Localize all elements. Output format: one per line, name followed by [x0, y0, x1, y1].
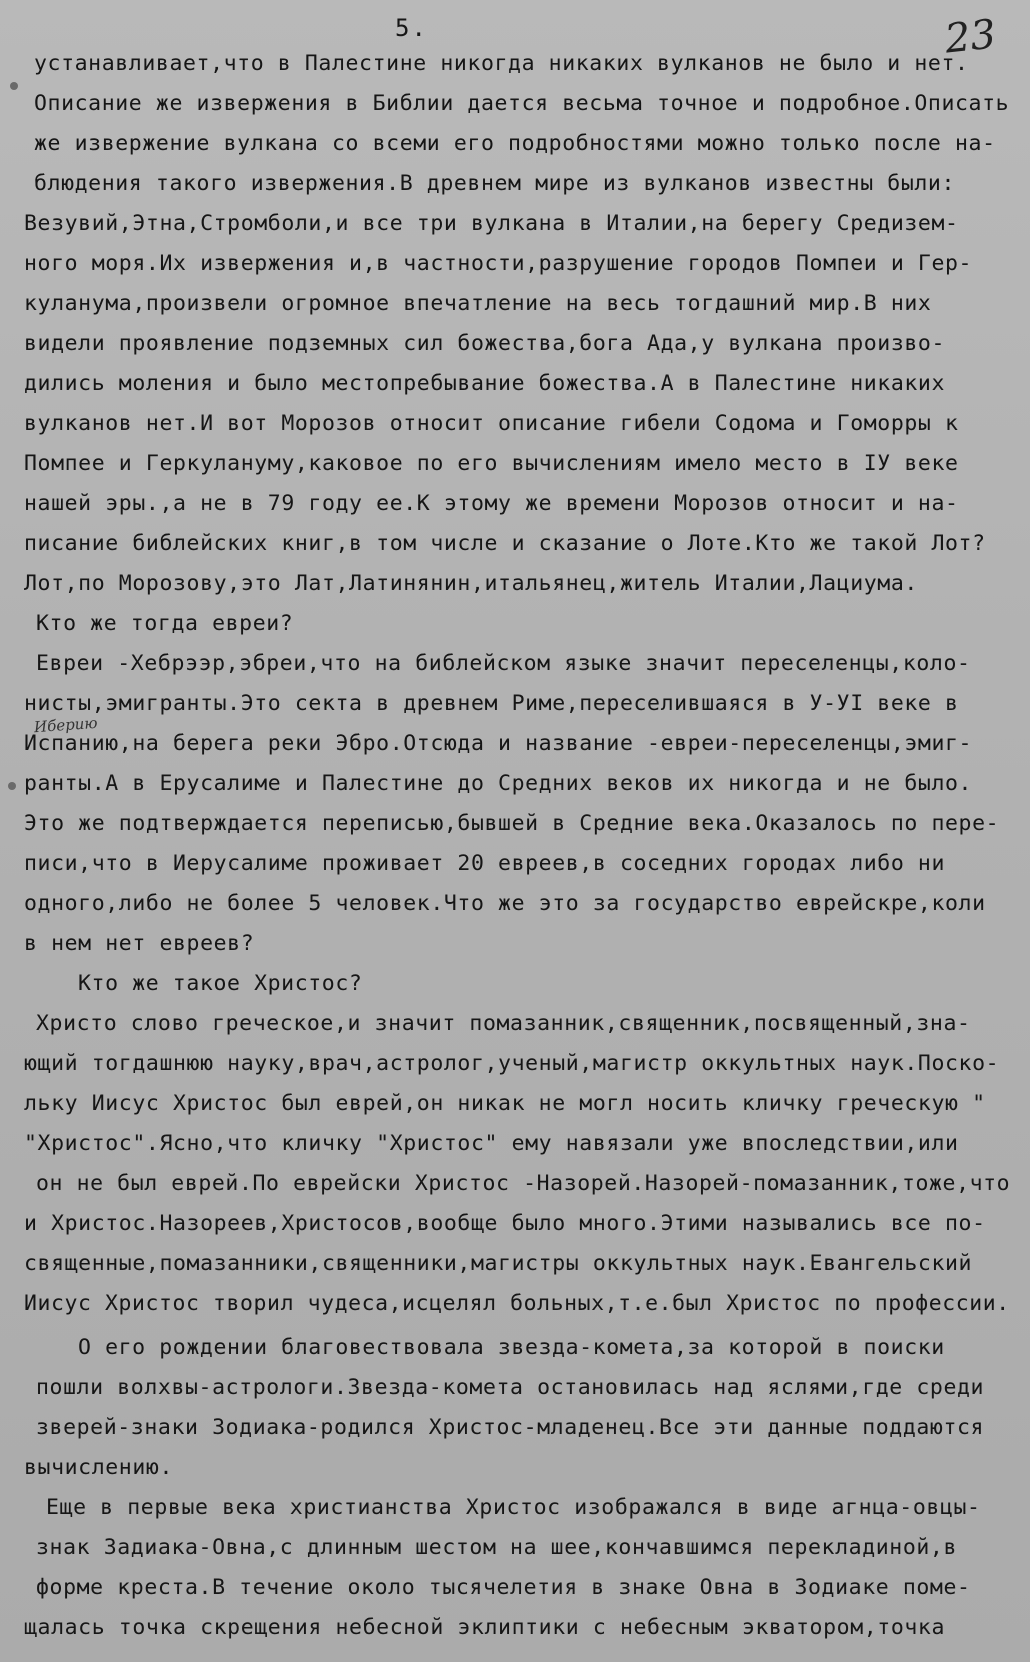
text-line: нашей эры.,а не в 79 году ее.К этому же времени Морозов относит и на-: [24, 491, 959, 516]
archive-folio-number: 23: [942, 11, 999, 63]
text-line: Евреи -Хебрээр,эбреи,что на библейском языке значит переселенцы,коло-: [36, 651, 971, 676]
text-line: Кто же тогда евреи?: [36, 611, 294, 636]
text-line: Иисус Христос творил чудеса,исцелял больных,т.е.был Христос по профессии.: [24, 1291, 1010, 1316]
text-line: писи,что в Иерусалиме проживает 20 евреев,в соседних городах либо ни: [24, 851, 945, 876]
text-line: устанавливает,что в Палестине никогда никаких вулканов не было и нет.: [34, 51, 969, 76]
text-line: вулканов нет.И вот Морозов относит описание гибели Содома и Гоморры к: [24, 411, 959, 436]
text-line: и Христос.Назореев,Христосов,вообще было много.Этими назывались все по-: [24, 1211, 986, 1236]
text-line: вычислению.: [24, 1455, 173, 1480]
text-line: льку Иисус Христос был еврей,он никак не могл носить кличку греческую ": [24, 1091, 986, 1116]
text-line: Испанию,на берега реки Эбро.Отсюда и название -евреи-переселенцы,эмиг-: [24, 731, 973, 756]
text-line: щалась точка скрещения небесной эклиптики с небесным экватором,точка: [24, 1615, 945, 1640]
text-line: Кто же такое Христос?: [78, 971, 363, 996]
text-line: Везувий,Этна,Стромболи,и все три вулкана в Италии,на берегу Средизем-: [24, 211, 959, 236]
text-line: куланума,произвели огромное впечатление на весь тогдашний мир.В них: [24, 291, 932, 316]
text-line: одного,либо не более 5 человек.Что же это за государство еврейскре,коли: [24, 891, 986, 916]
text-line: Еще в первые века христианства Христос изображался в виде агнца-овцы-: [46, 1495, 981, 1520]
text-line: Лот,по Морозову,это Лат,Латинянин,итальянец,житель Италии,Лациума.: [24, 571, 918, 596]
text-line: О его рождении благовествовала звезда-комета,за которой в поиски: [78, 1335, 945, 1360]
text-line: ранты.А в Ерусалиме и Палестине до Средних веков их никогда и не было.: [24, 771, 973, 796]
text-line: форме креста.В течение около тысячелетия в знаке Овна в Зодиаке поме-: [36, 1575, 971, 1600]
text-line: Христо слово греческое,и значит помазанник,священник,посвященный,зна-: [36, 1011, 971, 1036]
text-line: же извержение вулкана со всеми его подробностями можно только после на-: [34, 131, 996, 156]
text-line: видели проявление подземных сил божества,бога Ада,у вулкана произво-: [24, 331, 945, 356]
text-line: пошли волхвы-астрологи.Звезда-комета остановилась над яслями,где среди: [36, 1375, 985, 1400]
punch-hole-mark: [8, 782, 16, 790]
text-line: "Христос".Ясно,что кличку "Христос" ему навязали уже впоследствии,или: [24, 1131, 959, 1156]
text-line: Описание же извержения в Библии дается весьма точное и подробное.Описать: [34, 91, 1010, 116]
text-line: Помпее и Геркулануму,каковое по его вычислениям имело место в IУ веке: [24, 451, 959, 476]
text-line: ного моря.Их извержения и,в частности,разрушение городов Помпеи и Гер-: [24, 251, 973, 276]
text-line: Это же подтверждается переписью,бывшей в Средние века.Оказалось по пере-: [24, 811, 1000, 836]
handwritten-margin-note: Иберию: [33, 713, 99, 737]
text-line: знак Задиака-Овна,с длинным шестом на шее,кончавшимся перекладиной,в: [36, 1535, 957, 1560]
text-line: зверей-знаки Зодиака-родился Христос-младенец.Все эти данные поддаются: [36, 1415, 985, 1440]
text-line: писание библейских книг,в том числе и сказание о Лоте.Кто же такой Лот?: [24, 531, 986, 556]
text-line: блюдения такого извержения.В древнем мире из вулканов известны были:: [34, 171, 955, 196]
text-line: ющий тогдашнюю науку,врач,астролог,ученый,магистр оккультных наук.Поско-: [24, 1051, 1000, 1076]
text-line: нисты,эмигранты.Это секта в древнем Риме,переселившаяся в У-УI веке в: [24, 691, 959, 716]
text-line: дились моления и было местопребывание божества.А в Палестине никаких: [24, 371, 945, 396]
text-line: священные,помазанники,священники,магистры оккультных наук.Евангельский: [24, 1251, 973, 1276]
text-line: он не был еврей.По еврейски Христос -Назорей.Назорей-помазанник,тоже,что: [36, 1171, 1011, 1196]
page-number: 5.: [395, 14, 428, 42]
text-line: в нем нет евреев?: [24, 931, 255, 956]
punch-hole-mark: [10, 82, 18, 90]
